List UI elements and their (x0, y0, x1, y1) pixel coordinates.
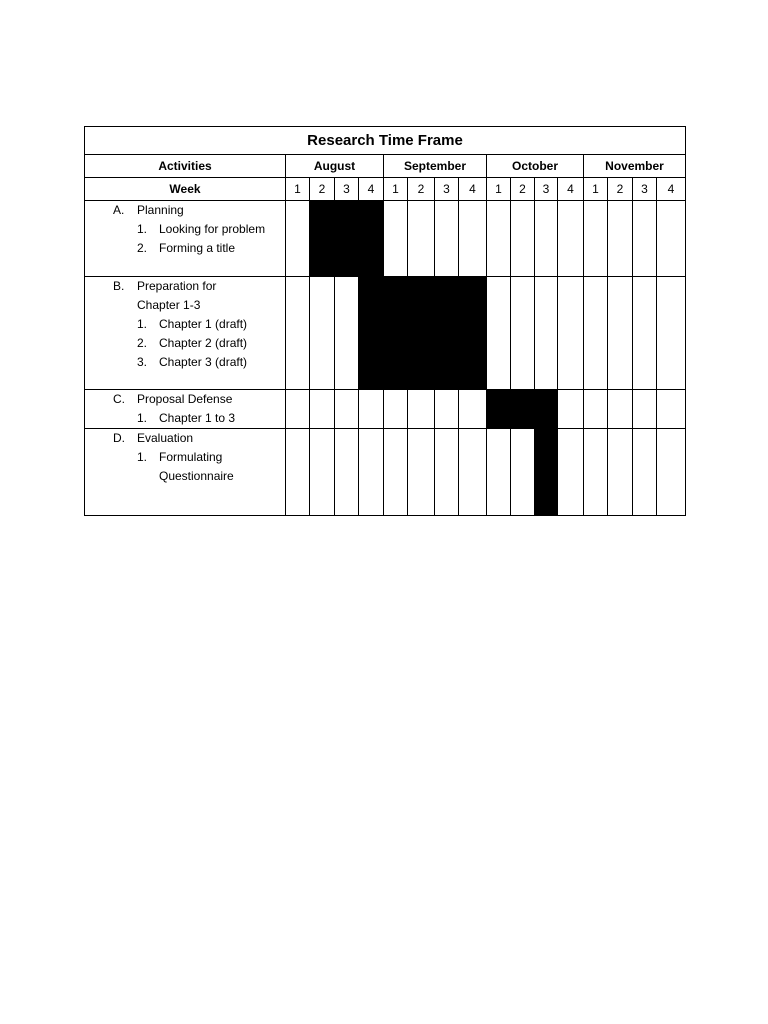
week-number-september-3: 3 (435, 178, 459, 201)
gantt-cell-empty (487, 201, 511, 277)
sub-activity (85, 409, 285, 428)
gantt-cell-empty (310, 390, 335, 429)
gantt-cell-filled (435, 277, 459, 390)
sub-activity-marker: 1. (137, 222, 148, 236)
gantt-cell-empty (335, 390, 359, 429)
gantt-cell-filled (335, 201, 359, 277)
gantt-cell-empty (286, 390, 310, 429)
week-number-november-3: 3 (633, 178, 657, 201)
gantt-cell-empty (633, 429, 657, 516)
gantt-cell-empty (286, 277, 310, 390)
gantt-cell-empty (511, 429, 535, 516)
activity-cell (85, 429, 286, 516)
activities-header: Activities (85, 155, 286, 178)
gantt-cell-empty (608, 429, 633, 516)
gantt-cell-empty (459, 429, 487, 516)
gantt-cell-empty (408, 201, 435, 277)
sub-activity-marker: 1. (137, 411, 148, 425)
activity-heading (85, 429, 285, 448)
gantt-cell-filled (535, 429, 558, 516)
sub-activity-label: Formulating Questionnaire (159, 450, 234, 483)
gantt-cell-empty (310, 277, 335, 390)
week-number-august-3: 3 (335, 178, 359, 201)
sub-activity (85, 334, 285, 353)
gantt-cell-empty (335, 429, 359, 516)
week-number-october-1: 1 (487, 178, 511, 201)
week-header: Week (85, 178, 286, 201)
month-header-november: November (584, 155, 686, 178)
gantt-cell-empty (657, 201, 686, 277)
month-header-september: September (384, 155, 487, 178)
gantt-cell-empty (384, 390, 408, 429)
month-header-october: October (487, 155, 584, 178)
gantt-cell-empty (487, 277, 511, 390)
week-number-august-4: 4 (359, 178, 384, 201)
sub-activity-marker: 3. (137, 355, 148, 369)
gantt-cell-empty (511, 201, 535, 277)
gantt-cell-filled (384, 277, 408, 390)
gantt-cell-empty (657, 390, 686, 429)
sub-activity-label: Chapter 1 to 3 (159, 411, 236, 425)
gantt-cell-empty (286, 201, 310, 277)
gantt-cell-empty (511, 277, 535, 390)
gantt-cell-filled (359, 277, 384, 390)
gantt-cell-empty (558, 390, 584, 429)
activity-marker: C. (113, 392, 125, 406)
table-title: Research Time Frame (85, 127, 686, 155)
week-number-october-3: 3 (535, 178, 558, 201)
sub-activity-label: Chapter 3 (draft) (159, 355, 248, 369)
gantt-cell-empty (435, 429, 459, 516)
activity-label: Evaluation (137, 431, 194, 445)
week-number-november-4: 4 (657, 178, 686, 201)
gantt-cell-empty (384, 201, 408, 277)
gantt-cell-empty (384, 429, 408, 516)
sub-activity-marker: 1. (137, 317, 148, 331)
gantt-cell-empty (584, 429, 608, 516)
gantt-cell-empty (435, 201, 459, 277)
activity-row (85, 201, 686, 277)
gantt-cell-empty (608, 201, 633, 277)
gantt-cell-empty (535, 201, 558, 277)
gantt-cell-empty (657, 277, 686, 390)
activity-cell (85, 201, 286, 277)
sub-activity-label: Chapter 2 (draft) (159, 336, 248, 350)
week-number-september-1: 1 (384, 178, 408, 201)
activity-marker: A. (113, 203, 125, 217)
gantt-cell-empty (608, 277, 633, 390)
week-number-september-2: 2 (408, 178, 435, 201)
gantt-cell-empty (584, 201, 608, 277)
sub-activity-marker: 2. (137, 336, 148, 350)
gantt-cell-empty (335, 277, 359, 390)
gantt-cell-empty (286, 429, 310, 516)
activity-row (85, 390, 686, 429)
activity-label-continuation: Chapter 1-3 (137, 298, 201, 312)
sub-activity-label: Forming a title (159, 241, 236, 255)
activity-heading (85, 277, 285, 296)
gantt-cell-empty (310, 429, 335, 516)
activity-row (85, 277, 686, 390)
gantt-cell-filled (511, 390, 535, 429)
gantt-cell-filled (535, 390, 558, 429)
week-number-august-2: 2 (310, 178, 335, 201)
gantt-cell-empty (487, 429, 511, 516)
sub-activity (85, 315, 285, 334)
activity-marker: D. (113, 431, 125, 445)
gantt-cell-empty (558, 429, 584, 516)
sub-activity-marker: 1. (137, 450, 148, 464)
activity-heading (85, 390, 285, 409)
gantt-cell-empty (584, 390, 608, 429)
activity-heading (85, 201, 285, 220)
activity-cell (85, 277, 286, 390)
gantt-cell-empty (608, 390, 633, 429)
sub-activity (85, 353, 285, 372)
activity-label: Proposal Defense (137, 392, 233, 406)
gantt-cell-filled (487, 390, 511, 429)
activity-marker: B. (113, 279, 125, 293)
week-number-november-1: 1 (584, 178, 608, 201)
sub-activity (85, 239, 285, 258)
gantt-cell-empty (459, 390, 487, 429)
month-header-august: August (286, 155, 384, 178)
week-number-october-4: 4 (558, 178, 584, 201)
gantt-cell-empty (584, 277, 608, 390)
gantt-cell-empty (435, 390, 459, 429)
gantt-cell-empty (359, 390, 384, 429)
gantt-cell-empty (633, 277, 657, 390)
week-number-november-2: 2 (608, 178, 633, 201)
research-time-frame-table (84, 126, 686, 516)
sub-activity-label: Looking for problem (159, 222, 266, 236)
gantt-cell-filled (459, 277, 487, 390)
week-number-september-4: 4 (459, 178, 487, 201)
gantt-cell-empty (558, 277, 584, 390)
gantt-cell-filled (408, 277, 435, 390)
sub-activity-label: Chapter 1 (draft) (159, 317, 248, 331)
gantt-cell-filled (310, 201, 335, 277)
activity-cell (85, 390, 286, 429)
gantt-cell-empty (359, 429, 384, 516)
gantt-cell-empty (535, 277, 558, 390)
gantt-cell-empty (408, 390, 435, 429)
sub-activity (85, 448, 285, 486)
activity-label: Planning (137, 203, 184, 217)
activity-row (85, 429, 686, 516)
sub-activity-marker: 2. (137, 241, 148, 255)
sub-activity (85, 220, 285, 239)
week-number-october-2: 2 (511, 178, 535, 201)
gantt-cell-filled (359, 201, 384, 277)
gantt-cell-empty (459, 201, 487, 277)
gantt-cell-empty (633, 201, 657, 277)
gantt-cell-empty (633, 390, 657, 429)
gantt-cell-empty (657, 429, 686, 516)
gantt-cell-empty (558, 201, 584, 277)
gantt-cell-empty (408, 429, 435, 516)
activity-label: Preparation for (137, 279, 217, 293)
week-number-august-1: 1 (286, 178, 310, 201)
